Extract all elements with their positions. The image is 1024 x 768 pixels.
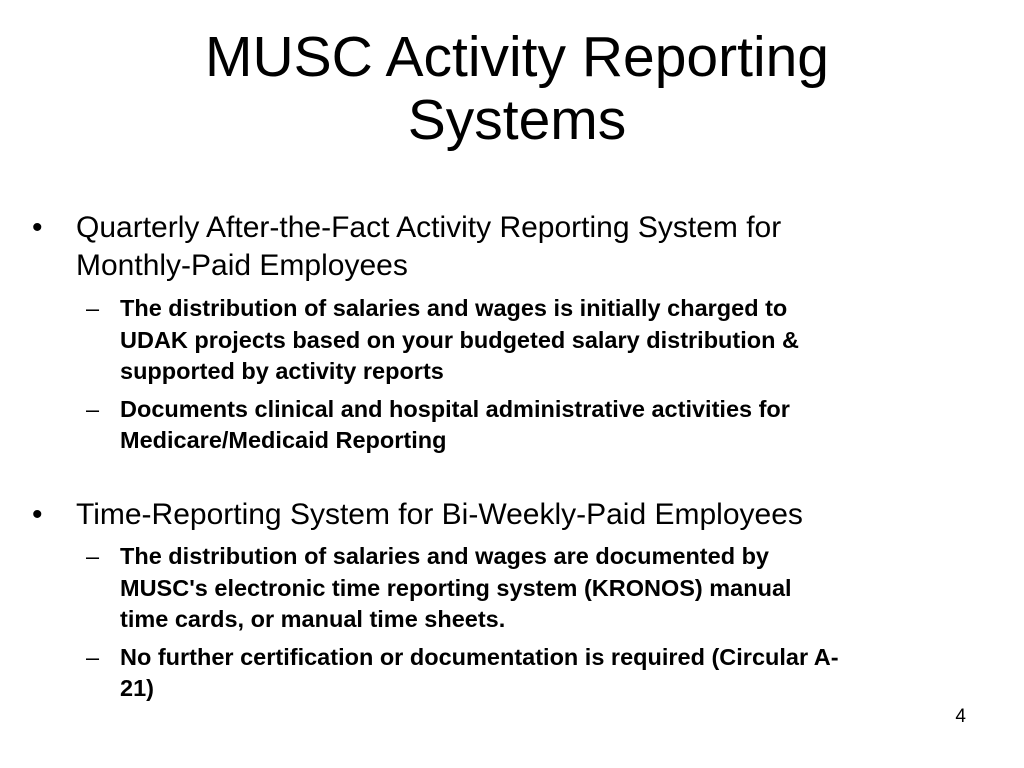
sub-bullet-line: 21) [120,675,154,701]
bullet-icon: • [32,498,43,531]
page-number: 4 [955,706,966,727]
dash-icon: – [86,295,100,321]
sub-bullet-line: Medicare/Medicaid Reporting [120,427,447,453]
sub-bullet-item [32,394,992,457]
sub-bullet-item [32,642,992,705]
sub-bullet-item [32,541,992,636]
bullet-text [32,209,992,285]
bullet-line: Quarterly After-the-Fact Activity Reporting System for [76,211,782,244]
bullet-line: Monthly-Paid Employees [76,249,408,282]
bullet-icon: • [32,211,43,244]
sub-bullet-line: Documents clinical and hospital administrative activities for [120,395,790,422]
sub-bullet-line: The distribution of salaries and wages is initially charged to [120,295,788,321]
dash-icon: – [86,543,100,569]
bullet-text [32,496,992,534]
bullet-line: Time-Reporting System for Bi-Weekly-Paid Employees [76,498,803,531]
sub-bullet-line: supported by activity reports [120,358,444,384]
slide-title-line: Systems [407,88,627,152]
slide-title-line: MUSC Activity Reporting [204,25,830,89]
slide-title [60,26,974,152]
sub-bullet-line: The distribution of salaries and wages are documented by [120,543,770,569]
dash-icon: – [86,643,100,670]
sub-bullet-line: MUSC's electronic time reporting system (KRONOS) manual [120,574,792,601]
dash-icon: – [86,395,100,422]
sub-bullet-line: No further certification or documentation is required (Circular A- [120,643,839,670]
sub-bullet-line: UDAK projects based on your budgeted salary distribution & [120,326,799,353]
sub-bullet-item [32,293,992,388]
sub-bullet-line: time cards, or manual time sheets. [120,606,506,632]
bullet-item [32,209,992,457]
bullet-item [32,496,992,705]
